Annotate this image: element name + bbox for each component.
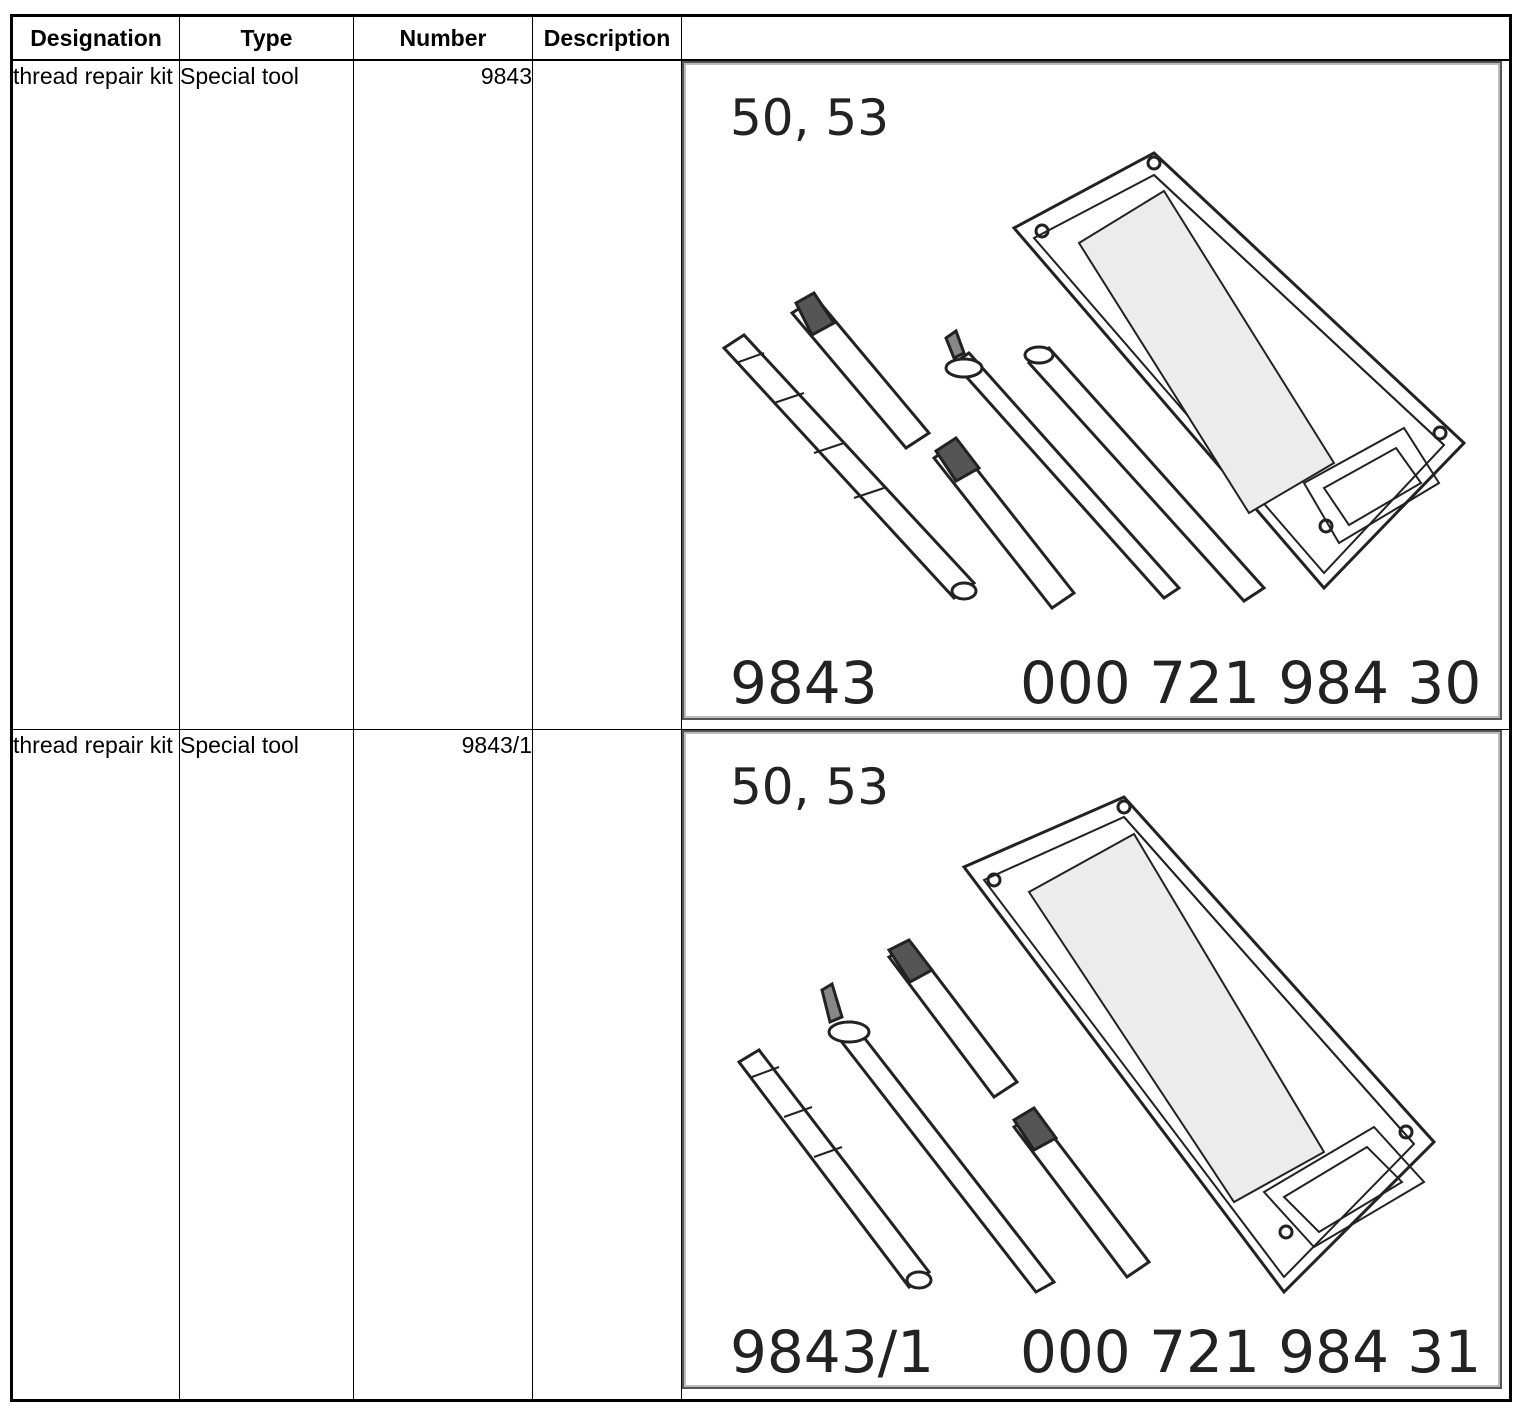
table-row xyxy=(12,730,1511,1401)
insert-tool-icon xyxy=(822,984,1054,1292)
tool-kit-illustration xyxy=(682,61,1502,720)
figure-top-label: 50, 53 xyxy=(730,89,890,147)
designation-cell: thread repair kit xyxy=(12,730,180,1401)
figure-tool-number: 9843/1 xyxy=(730,1318,935,1387)
header-description: Description xyxy=(533,16,682,61)
header-designation: Designation xyxy=(12,16,180,61)
number-cell: 9843 xyxy=(354,60,533,730)
tool-kit-illustration xyxy=(682,730,1502,1389)
header-type: Type xyxy=(180,16,354,61)
tool-case-icon xyxy=(1014,153,1464,588)
image-cell xyxy=(682,60,1511,730)
table-header-row xyxy=(12,16,1511,61)
figure-part-number: 000 721 984 30 xyxy=(1020,649,1482,717)
figure-part-number: 000 721 984 31 xyxy=(1020,1318,1482,1387)
special-tools-table xyxy=(10,14,1512,1402)
designation-cell: thread repair kit xyxy=(12,60,180,730)
table-row xyxy=(12,60,1511,730)
type-cell: Special tool xyxy=(180,60,354,730)
thread-repair-kit-drawing xyxy=(684,63,1500,718)
description-cell xyxy=(533,730,682,1401)
tool-case-icon xyxy=(964,797,1434,1292)
figure-tool-number: 9843 xyxy=(730,649,878,717)
figure-top-label: 50, 53 xyxy=(730,758,890,817)
header-number: Number xyxy=(354,16,533,61)
number-cell: 9843/1 xyxy=(354,730,533,1401)
thread-repair-kit-drawing xyxy=(684,732,1500,1387)
header-image xyxy=(682,16,1511,61)
type-cell: Special tool xyxy=(180,730,354,1401)
image-cell xyxy=(682,730,1511,1401)
description-cell xyxy=(533,60,682,730)
